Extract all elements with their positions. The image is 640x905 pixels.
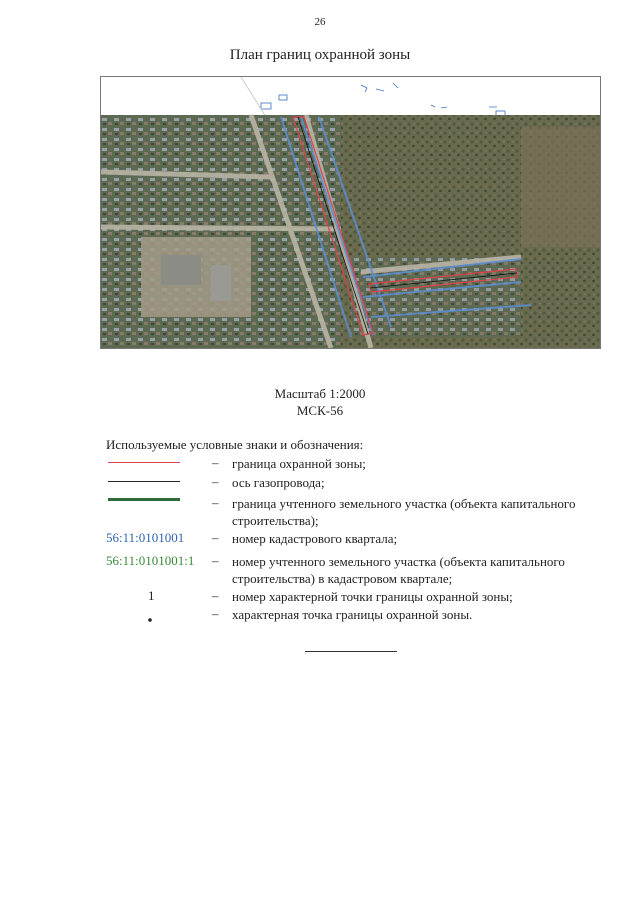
legend-dash: – (212, 606, 219, 621)
land-plot-number-sample: 56:11:0101001:1 (106, 553, 195, 568)
legend-description: номер характерной точки границы охранной зоны; (232, 589, 513, 604)
legend-symbol (106, 495, 186, 513)
legend-dash: – (212, 553, 219, 568)
legend-dash: – (212, 530, 219, 545)
legend-item-land-plot-boundary (106, 495, 586, 531)
legend-item-gas-axis (106, 474, 586, 494)
legend-description: номер учтенного земельного участка (объекта капитального строительства) в кадастровом квартале; (232, 554, 565, 586)
legend-item-land-plot-number (106, 553, 586, 589)
legend-description: номер кадастрового квартала; (232, 531, 398, 546)
scale-block (0, 385, 640, 419)
legend-heading: Используемые условные знаки и обозначения: (106, 437, 364, 452)
legend-item-point-number (106, 588, 586, 608)
legend-description: граница учтенного земельного участка (объекта капитального строительства); (232, 496, 576, 528)
scale-label: Масштаб 1:2000 (274, 386, 366, 401)
legend-dash: – (212, 495, 219, 510)
cadastral-quarter-sample: 56:11:0101001 (106, 530, 185, 545)
legend-symbol (106, 530, 186, 548)
coordinate-system-label: МСК-56 (296, 403, 344, 418)
legend-symbol (106, 606, 186, 624)
page-title: План границ охранной зоны (229, 47, 411, 63)
legend-symbol (106, 474, 186, 492)
black-line-symbol (108, 481, 180, 482)
legend-symbol (106, 553, 195, 571)
legend-symbol (106, 455, 186, 473)
point-number-sample: 1 (148, 588, 155, 603)
legend-description: характерная точка границы охранной зоны. (232, 607, 473, 622)
footer-divider (305, 651, 397, 652)
satellite-map (100, 76, 601, 349)
legend-symbol (106, 588, 186, 606)
map-image (101, 77, 600, 348)
legend-item-cadastral-quarter (106, 530, 586, 550)
legend-item-zone-boundary (106, 455, 586, 475)
legend-dash: – (212, 474, 219, 489)
green-line-symbol (108, 498, 180, 501)
legend-dash: – (212, 455, 219, 470)
legend-description: граница охранной зоны; (232, 456, 366, 471)
legend-description: ось газопровода; (232, 475, 325, 490)
red-line-symbol (108, 462, 180, 463)
legend-item-characteristic-point (106, 606, 586, 626)
point-dot-icon (106, 606, 186, 626)
legend-dash: – (212, 588, 219, 603)
page-number: 26 (314, 16, 326, 28)
